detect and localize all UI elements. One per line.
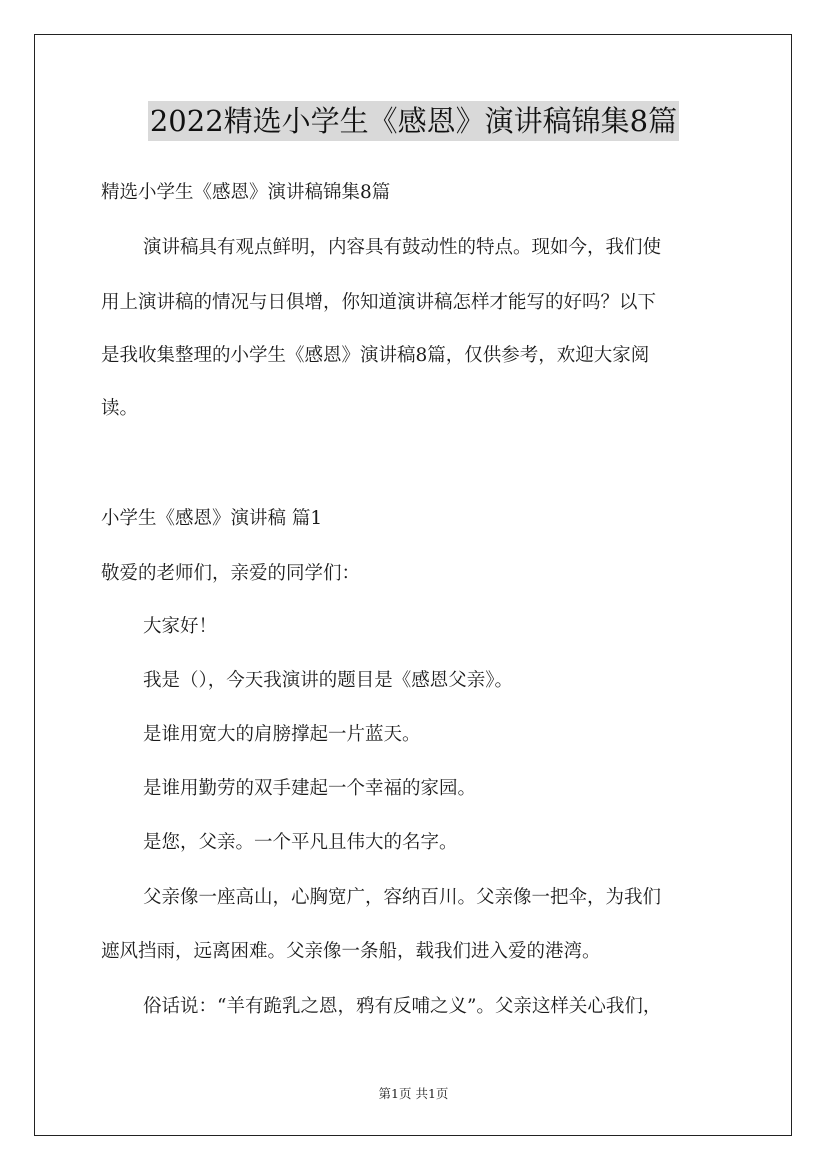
intro-line-3: 是我收集整理的小学生《感恩》演讲稿8篇，仅供参考，欢迎大家阅: [101, 345, 650, 366]
section-heading: 小学生《感恩》演讲稿 篇1: [101, 508, 323, 529]
body-line-8: 俗话说：“羊有跪乳之恩，鸦有反哺之义”。父亲这样关心我们，: [143, 996, 662, 1017]
body-line-6: 父亲像一座高山，心胸宽广，容纳百川。父亲像一把伞，为我们: [143, 887, 662, 908]
title-container: [0, 101, 827, 141]
salutation: 敬爱的老师们，亲爱的同学们：: [101, 563, 361, 584]
intro-line-1: 演讲稿具有观点鲜明，内容具有鼓动性的特点。现如今，我们使: [143, 237, 662, 258]
intro-line-2: 用上演讲稿的情况与日俱增，你知道演讲稿怎样才能写的好吗？以下: [101, 292, 657, 313]
body-line-3: 是谁用宽大的肩膀撑起一片蓝天。: [143, 724, 421, 745]
page-footer: 第1页 共1页: [378, 1086, 449, 1101]
body-line-4: 是谁用勤劳的双手建起一个幸福的家园。: [143, 778, 477, 799]
body-line-2: 我是（），今天我演讲的题目是《感恩父亲》。: [143, 670, 514, 691]
body-line-1: 大家好！: [143, 616, 218, 637]
document-subtitle: 精选小学生《感恩》演讲稿锦集8篇: [101, 182, 391, 203]
body-line-7: 遮风挡雨，远离困难。父亲像一条船，载我们进入爱的港湾。: [101, 941, 601, 962]
intro-line-4: 读。: [101, 398, 139, 419]
document-title: 2022精选小学生《感恩》演讲稿锦集8篇: [148, 101, 679, 141]
body-line-5: 是您，父亲。一个平凡且伟大的名字。: [143, 832, 458, 853]
